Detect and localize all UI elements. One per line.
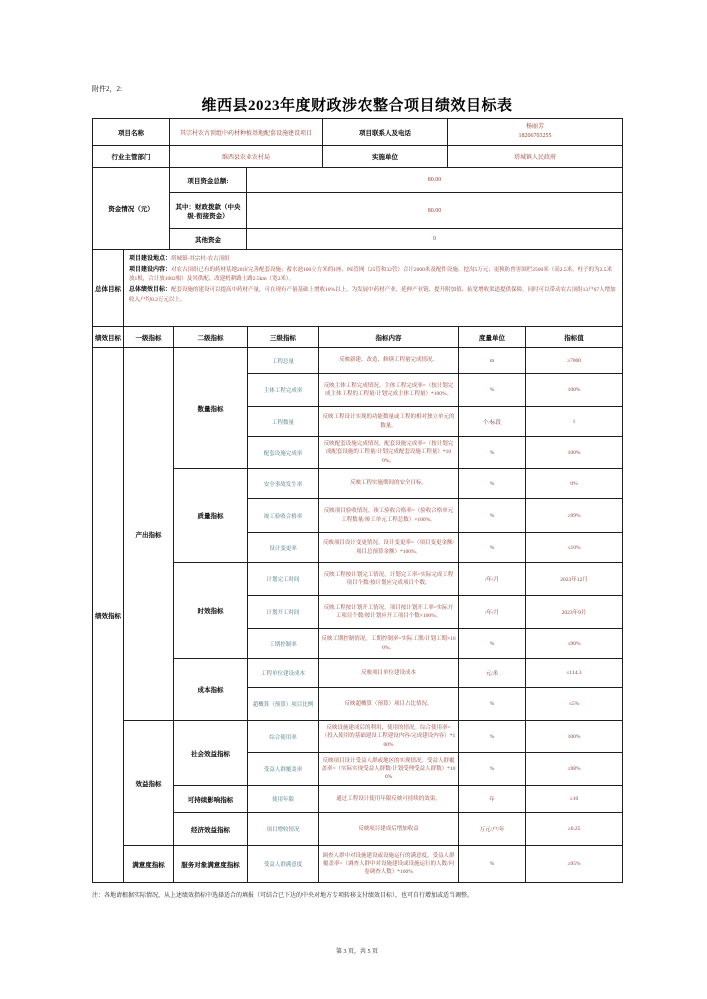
indicators-header-row — [93, 327, 623, 348]
project-name-label: 项目名称 — [93, 119, 170, 146]
funding-row-value: 0 — [247, 229, 623, 250]
indicator-desc: 通过工程设计使用年限反映可持续的效果。 — [319, 786, 459, 813]
indicator-desc: 反映工程按计划开工情况。项目按计划开工率=实际开工项目个数/按计划应开工项目个数×100%。 — [319, 596, 459, 629]
indicator-unit: % — [459, 753, 526, 786]
goal-line-label: 项目建设内容： — [129, 266, 172, 273]
indicator-name: 受益人群覆盖率 — [248, 753, 319, 786]
footnote: 注：各地请根据实际情况，从上述绩效指标中选择适合的填报（可结合已下达的中央对地方专项转移支付绩效目标），也可自行增加或适当调整。 — [92, 893, 474, 899]
indicator-name: 工程总量 — [248, 348, 319, 374]
indicator-unit: 年 — [459, 786, 526, 813]
indicator-value: ≥95% — [526, 846, 623, 883]
indicator-row — [93, 721, 623, 753]
indicator-unit: 元/米 — [459, 659, 526, 688]
indicator-unit: % — [459, 846, 526, 883]
indicator-unit: % — [459, 533, 526, 563]
indicator-desc: 反映工程按计划完工情况。计划完工率=实际完成工程项目个数/按计划应完成项目个数。 — [319, 563, 459, 596]
indicator-value: ≥7000 — [526, 348, 623, 374]
indicator-value: 2023年12月 — [526, 563, 623, 596]
indicator-desc: 反映项目设计受益人群或地区的实现情况。受益人群覆盖率=（实际实现受益人群数/计划受理受益人群数）*100% — [319, 753, 459, 786]
indicator-value: ≤90% — [526, 629, 623, 659]
header-level3: 三级指标 — [248, 327, 319, 348]
level1-output: 产出指标 — [124, 348, 174, 721]
indicator-value: 0% — [526, 469, 623, 499]
indicator-name: 计划开工时间 — [248, 596, 319, 629]
page-number: 第 3 页，共 5 页 — [335, 949, 378, 955]
indicator-desc: 反映项目验收情况。竣工验收合格率=（验收合格单元工程数量/竣工单元工程总数）×100%。 — [319, 499, 459, 533]
indicator-value: 2023年9月 — [526, 596, 623, 629]
indicator-desc: 反映主体工程完成情况。主体工程完成率=（按计划完成主体工程的工程量/计划完成主体工程量）*100%。 — [319, 374, 459, 407]
indicator-unit: % — [459, 721, 526, 753]
level2-timeliness: 时效指标 — [174, 563, 248, 659]
attachment-label: 附件2，2: — [92, 85, 122, 93]
indicator-unit: % — [459, 469, 526, 499]
contact-label: 项目联系人及电话 — [323, 119, 448, 146]
goal-line-content — [129, 265, 617, 285]
indicator-name: 综合使用率 — [248, 721, 319, 753]
dept-label: 行业主管部门 — [93, 146, 170, 168]
indicator-name: 竣工验收合格率 — [248, 499, 319, 533]
level1-benefit: 效益指标 — [124, 721, 174, 846]
indicator-value: ≥99% — [526, 499, 623, 533]
indicator-desc: 反映工期控制情况。工期控制率=实际工期/计划工期×100%。 — [319, 629, 459, 659]
level2-sustain: 可持续影响指标 — [174, 786, 248, 813]
indicator-unit: % — [459, 629, 526, 659]
indicator-desc: 反映新建、改造、修缮工程量完成情况。 — [319, 348, 459, 374]
indicator-unit: % — [459, 499, 526, 533]
header-content: 指标内容 — [319, 327, 459, 348]
header-goal: 绩效目标 — [93, 327, 124, 348]
indicator-desc: 调查人群中对设施建设或设施运行的满意度。受益人群覆盖率=（调查人群中对设施建设或设施运行的人数/问卷调查人数）*100% — [319, 846, 459, 883]
indicator-name: 主体工程完成率 — [248, 374, 319, 407]
funding-section-label: 资金情况（元） — [93, 168, 170, 250]
project-name-value: 其宗村农古顶组中药材种植基地配套设施建设项目 — [170, 119, 323, 146]
indicator-row — [93, 846, 623, 883]
project-info-table — [92, 118, 623, 168]
indicator-name: 工程单位建设成本 — [248, 659, 319, 688]
indicator-desc: 反映超概算（预算）项目占比情况。 — [319, 688, 459, 721]
indicator-desc: 反映工程设计实现的功能数量或工程的相对独立单元的数量。 — [319, 407, 459, 437]
header-value: 指标值 — [526, 327, 623, 348]
indicator-value: 100% — [526, 721, 623, 753]
goal-line-text: 对农古顶组已有的药材基地20亩完善配套设施；蓄水池100立方米的1座、PE管网（25管和32管）合计2000米及配件设施、挖沟5万元；更换防兽害围栏2500米（高2.5米，柱子的为2.5米放1根，合计放1002根）及其供配、改建机耕路土路2.5km（宽2米）。 — [129, 266, 612, 283]
indicator-value: 1 — [526, 407, 623, 437]
indicator-name: 设计变更率 — [248, 533, 319, 563]
goal-line-location — [129, 254, 617, 265]
indicator-desc: 反映工程实施期间的安全目标。 — [319, 469, 459, 499]
goal-line-text: 配套设施的建设可以提高中药材产量，可在现有产量基础上增收10%以上，为发展中药材产业、延伸产业链、提升附加值、拓宽增收渠道提供保障。同时可以带动农古顶组13户67人增加收入户均0.2万元以上。 — [129, 286, 616, 303]
indicator-row — [93, 348, 623, 374]
indicator-value: 100% — [526, 437, 623, 469]
level2-quality: 质量指标 — [174, 469, 248, 563]
goal-line-text: 塔城镇-其宗村-农古顶组 — [171, 256, 230, 262]
indicator-value: ≤10% — [526, 533, 623, 563]
indicator-unit: m — [459, 348, 526, 374]
indicator-unit: /年/月 — [459, 596, 526, 629]
indicator-unit: % — [459, 374, 526, 407]
goal-line-performance — [129, 285, 617, 305]
indicator-unit: 万元/户/年 — [459, 813, 526, 846]
table-row — [93, 250, 623, 327]
contact-phone: 18206703255 — [518, 133, 552, 139]
indicator-unit: % — [459, 688, 526, 721]
funding-table — [92, 167, 623, 250]
funding-row-label: 其中：财政拨款（中央级-衔接资金） — [170, 193, 247, 229]
indicator-desc: 反映项目单位建设成本 — [319, 659, 459, 688]
dept-value: 维西县农业农村局 — [170, 146, 323, 168]
contact-value — [448, 119, 623, 146]
overall-goal-table — [92, 249, 623, 327]
table-row — [93, 119, 623, 146]
indicator-name: 使用年限 — [248, 786, 319, 813]
indicator-desc: 反映设施建成后的利用、使用的情况。综合使用率=（投入使用的基础建设工程建设内容/完成建设内容）*100% — [319, 721, 459, 753]
funding-row-label: 其他资金 — [170, 229, 247, 250]
indicator-name: 工期控制率 — [248, 629, 319, 659]
indicator-unit: /年/月 — [459, 563, 526, 596]
indicators-table — [92, 326, 623, 883]
indicators-column-label: 绩效指标 — [93, 348, 124, 883]
main-table-area — [92, 118, 622, 883]
level2-quantity: 数量指标 — [174, 348, 248, 469]
table-row — [93, 146, 623, 168]
funding-row-value: 80.00 — [247, 193, 623, 229]
indicator-name: 超概算（预算）项目比例 — [248, 688, 319, 721]
contact-name: 杨丽芳 — [525, 124, 544, 130]
level1-satisfaction: 满意度指标 — [124, 846, 174, 883]
table-row — [93, 193, 623, 229]
indicator-desc: 反映配套设施完成情况。配套设施完成率=（按计划完成配套设施的工程量/计划完成配套设施工程量）*100%。 — [319, 437, 459, 469]
funding-row-value: 80.00 — [247, 168, 623, 193]
level2-cost: 成本指标 — [174, 659, 248, 721]
level2-economic: 经济效益指标 — [174, 813, 248, 846]
funding-row-label: 项目资金总额: — [170, 168, 247, 193]
overall-goal-content — [124, 250, 623, 327]
level2-social: 社会效益指标 — [174, 721, 248, 786]
indicator-unit: % — [459, 437, 526, 469]
header-level2: 二级指标 — [174, 327, 248, 348]
indicator-name: 计划完工时间 — [248, 563, 319, 596]
indicator-value: 100% — [526, 374, 623, 407]
indicator-value: ≥98% — [526, 753, 623, 786]
table-row — [93, 229, 623, 250]
level2-service: 服务对象满意度指标 — [174, 846, 248, 883]
goal-line-label: 总体绩效目标： — [129, 286, 172, 293]
indicator-desc: 反映项目设计变更情况。设计变更率=（项目变更金额/项目总预算金额）*100%。 — [319, 533, 459, 563]
impl-label: 实施单位 — [323, 146, 448, 168]
table-row — [93, 168, 623, 193]
indicator-name: 工程数量 — [248, 407, 319, 437]
indicator-value: ≤114.3 — [526, 659, 623, 688]
indicator-name: 项目增收情况 — [248, 813, 319, 846]
indicator-name: 受益人群满意度 — [248, 846, 319, 883]
header-unit: 度量单位 — [459, 327, 526, 348]
header-level1: 一级指标 — [124, 327, 174, 348]
goal-line-label: 项目建设地点： — [129, 256, 172, 262]
indicator-value: ≥0.25 — [526, 813, 623, 846]
indicator-name: 配套设施完成率 — [248, 437, 319, 469]
indicator-value: ≤5% — [526, 688, 623, 721]
indicator-name: 安全事故发生率 — [248, 469, 319, 499]
impl-value: 塔城镇人民政府 — [448, 146, 623, 168]
indicator-value: ≥10 — [526, 786, 623, 813]
indicator-desc: 反映项目建成后增加收益 — [319, 813, 459, 846]
indicator-unit: 个/标段 — [459, 407, 526, 437]
overall-section-label: 总体目标 — [93, 250, 124, 327]
page-title: 维西县2023年度财政涉农整合项目绩效目标表 — [201, 98, 513, 114]
